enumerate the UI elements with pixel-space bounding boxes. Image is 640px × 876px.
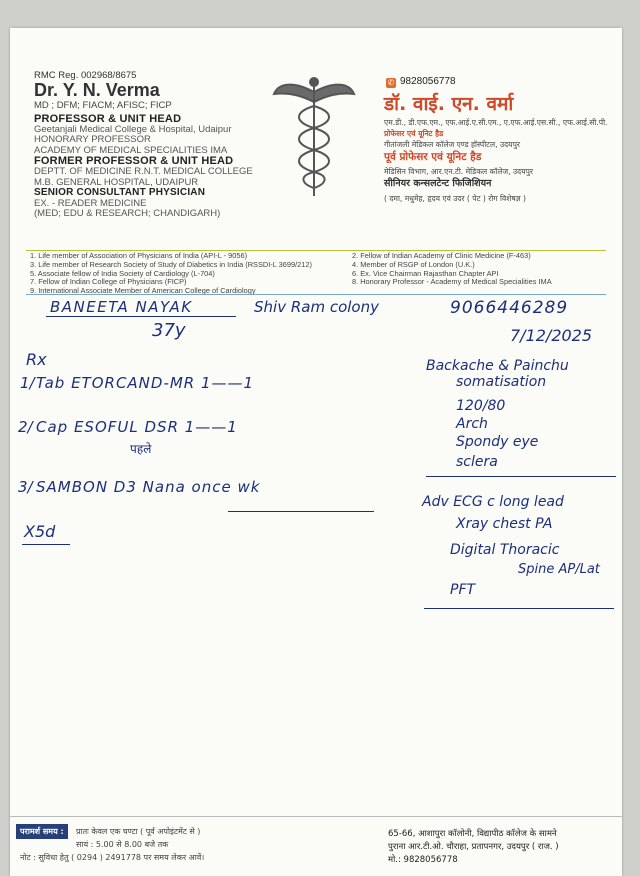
advice-spine: Spine AP/Lat [518, 562, 600, 577]
doctor-credentials [34, 114, 253, 220]
patient-address: Shiv Ram colony [254, 298, 379, 316]
consultation-time-badge: परामर्श समय : [16, 824, 68, 839]
clinic-address: 65-66, आशापुरा कॉलोनी, विद्यापीठ कॉलेज के सामने [388, 829, 557, 839]
notes-divider [426, 476, 616, 477]
note-finding: Arch [456, 416, 488, 432]
footer-divider [10, 816, 622, 817]
rx-item-2-instruction: पहले [130, 442, 152, 456]
memberships-left [30, 252, 312, 296]
membership-item: 7. Fellow of Indian College of Physicians (FICP) [30, 277, 187, 287]
membership-item: 6. Ex. Vice Chairman Rajasthan Chapter API [352, 268, 499, 278]
membership-item: 9. International Associate Member of American College of Cardiology [30, 286, 256, 296]
credential-line: HONORARY PROFESSOR [34, 134, 151, 146]
clinic-address: पुराना आर.टी.ओ. चौराहा, प्रतापनगर, उदयपुर ( राज. ) [388, 842, 559, 852]
credential-line: DEPTT. OF MEDICINE R.N.T. MEDICAL COLLEGE [34, 165, 253, 177]
rx-item-number: 1/ [20, 374, 35, 392]
underline [228, 511, 374, 512]
registration-number: RMC Reg. 002968/8675 [34, 70, 137, 81]
note-finding: Spondy eye [456, 434, 539, 450]
credential-line: EX. - READER MEDICINE [34, 197, 147, 209]
credential-line: (MED; EDU & RESEARCH; CHANDIGARH) [34, 208, 221, 220]
advice-xray: Xray chest PA [456, 516, 553, 532]
rx-item-number: 2/ [18, 418, 33, 436]
note-complaint: Backache & Painchu [426, 358, 569, 374]
specialty-hindi: ( दमा, मधुमेह, हृदय एवं उदर ( पेट ) रोग विशेषज्ञ ) [384, 194, 526, 203]
visit-date: 7/12/2025 [510, 326, 593, 345]
credential-line: Geetanjali Medical College & Hospital, Udaipur [34, 123, 232, 135]
rx-item-3: SAMBON D3 Nana once wk [36, 478, 261, 496]
rx-symbol: Rx [26, 350, 47, 369]
doctor-qualifications: MD ; DFM; FIACM; AFISC; FICP [34, 100, 172, 111]
title-professor: PROFESSOR & UNIT HEAD [34, 113, 182, 125]
qualifications-hindi: एम.डी., डी.एफ.एम., एफ.आई.ए.सी.एम., ए.एफ.आई.एस.सी., एफ.आई.सी.पी. [384, 118, 608, 127]
underline [46, 316, 236, 317]
department-hindi: मेडिसिन विभाग, आर.एन.टी. मेडिकल कॉलेज, उदयपुर [384, 167, 534, 176]
phone-number: ✆ 9828056778 [387, 76, 456, 87]
consultation-morning: प्रातः केवल एक घण्टा ( पूर्व अपोइंटमेंट से ) [76, 827, 201, 836]
rx-item-1: Tab ETORCAND-MR 1——1 [36, 374, 255, 392]
rx-duration: X5d [24, 522, 56, 541]
underline [22, 544, 70, 545]
college-hindi: गीतांजली मेडिकल कॉलेज एण्ड हॉस्पीटल, उदयपुर [384, 140, 520, 149]
title-hindi: प्रोफेसर एवं यूनिट हैड [384, 129, 444, 138]
membership-item: 1. Life member of Association of Physicians of India (API-L - 9056) [30, 251, 248, 260]
note-diagnosis: somatisation [456, 374, 547, 390]
patient-age: 37y [152, 320, 186, 341]
prescription-sheet [10, 28, 622, 876]
membership-item: 3. Life member of Research Society of Study of Diabetics in India (RSSDI-L 3699/212) [30, 259, 312, 269]
rx-item-number: 3/ [18, 478, 33, 496]
membership-item: 2. Fellow of Indian Academy of Clinic Medicine (F-463) [352, 251, 531, 260]
caduceus-logo-icon [272, 70, 356, 200]
title-consultant: SENIOR CONSULTANT PHYSICIAN [34, 187, 206, 199]
advice-thoracic: Digital Thoracic [450, 542, 560, 558]
credential-line: M.B. GENERAL HOSPITAL, UDAIPUR [34, 176, 199, 188]
note-bp: 120/80 [456, 398, 506, 414]
phone-icon: ✆ [387, 78, 395, 87]
rx-item-2: Cap ESOFUL DSR 1——1 [36, 418, 238, 436]
credential-line: ACADEMY OF MEDICAL SPECIALITIES IMA [34, 144, 228, 156]
appointment-note: नोट : सुविधा हेतु ( 0294 ) 2491778 पर समय लेकर आवें। [20, 853, 205, 862]
doctor-name: Dr. Y. N. Verma [34, 80, 160, 100]
membership-item: 5. Associate fellow of India Society of Cardiology (L-704) [30, 268, 215, 278]
memberships-right [352, 252, 552, 287]
membership-item: 4. Member of RSGP of London (U.K.) [352, 259, 475, 269]
patient-phone: 9066446289 [450, 298, 569, 318]
advice-ecg: Adv ECG c long lead [422, 494, 564, 510]
clinic-mobile: मो.: 9828056778 [388, 855, 458, 865]
note-finding: sclera [456, 454, 498, 470]
title-former-professor: FORMER PROFESSOR & UNIT HEAD [34, 155, 234, 168]
former-title-hindi: पूर्व प्रोफेसर एवं यूनिट हैड [384, 151, 482, 163]
patient-name: BANEETA NAYAK [50, 298, 193, 316]
consultation-evening: सायं : 5.00 से 8.00 बजे तक [76, 840, 169, 849]
doctor-name-hindi: डॉ. वाई. एन. वर्मा [384, 93, 514, 115]
consultant-hindi: सीनियर कन्सलटेन्ट फिजिशियन [384, 178, 492, 189]
membership-item: 8. Honorary Professor - Academy of Medical Specialities IMA [352, 277, 552, 287]
memberships-divider [26, 294, 606, 295]
advice-pft: PFT [450, 582, 476, 598]
underline [424, 608, 614, 609]
